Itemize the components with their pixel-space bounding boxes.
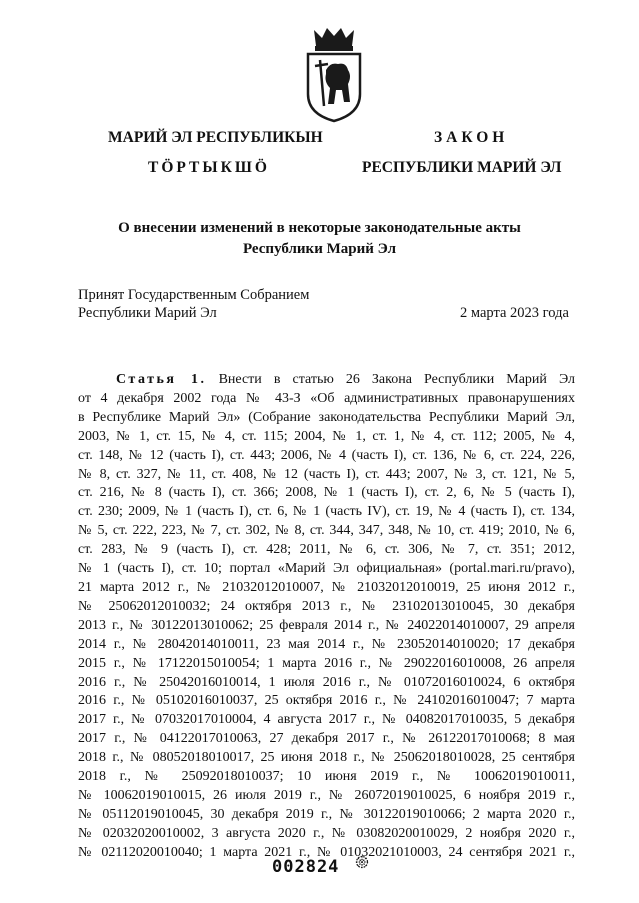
article-line: 2013 г., № 30122013010062; 25 февраля 2014 г., № 24022014010007, 29 апреля: [78, 617, 575, 633]
article-body: [78, 371, 575, 863]
document-title-line1: О внесении изменений в некоторые законодательные акты: [118, 220, 521, 236]
article-line: ст. 216, № 8 (часть I), ст. 366; 2008, № 1 (часть I), ст. 2, 6, № 5 (часть I),: [78, 485, 575, 501]
form-serial-number: 002824: [272, 857, 340, 877]
article-line: 2016 г., № 05102016010037, 25 октября 2016 г., № 24102016010047; 7 марта: [78, 693, 575, 709]
article-line: 21 марта 2012 г., № 21032012010007, № 21032012010019, 25 июня 2012 г.,: [78, 579, 575, 595]
article-line: № 02032020010002, 3 августа 2020 г., № 03082020010029, 2 ноября 2020 г.,: [78, 825, 575, 841]
article-line: ст. 148, № 12 (часть I), ст. 443; 2006, № 4 (часть I), ст. 136, № 6, ст. 224, 226,: [78, 447, 575, 463]
document-title-line2: Республики Марий Эл: [242, 241, 397, 257]
article-line: ст. 283, № 9 (часть I), ст. 428; 2011, № 6, ст. 306, № 7, ст. 351; 2012,: [78, 542, 575, 558]
header-right-line2: РЕСПУБЛИКИ МАРИЙ ЭЛ: [362, 159, 562, 176]
article-line: 2018 г., № 08052018010017, 25 июня 2018 г., № 25062018010028, 25 сентября: [78, 750, 575, 766]
adoption-line1: Принят Государственным Собранием: [78, 287, 310, 303]
header-right-line1: ЗАКОН: [434, 129, 509, 146]
article-line: 2014 г., № 28042014010011, 23 мая 2014 г., № 23052014010020; 17 декабря: [78, 636, 575, 652]
article-line: от 4 декабря 2002 года № 43-З «Об административных правонарушениях: [78, 390, 575, 406]
article-line: 2018 г., № 25092018010037; 10 июня 2019 г., № 10062019010011,: [78, 769, 575, 785]
article-line: ст. 230; 2009, № 1 (часть I), ст. 6, № 1 (часть IV), ст. 19, № 4 (часть I), ст. 134,: [78, 504, 575, 520]
article-first-line: [78, 371, 575, 390]
header-left-line2: ТӦРТЫКШӦ: [148, 159, 270, 176]
article-line: 2017 г., № 07032017010004, 4 августа 2017 г., № 04082017010035, 5 декабря: [78, 712, 575, 728]
article-line: № 05112019010045, 30 декабря 2019 г., № 30122019010066; 2 марта 2020 г.,: [78, 806, 575, 822]
article-line: № 5, ст. 222, 223, № 7, ст. 302, № 8, ст. 344, 347, 348, № 10, ст. 419; 2010, № 6,: [78, 523, 575, 539]
article-line: № 10062019010015, 26 июля 2019 г., № 26072019010025, 6 ноября 2019 г.,: [78, 787, 575, 803]
article-line: 2017 г., № 04122017010063, 27 декабря 2017 г., № 26122017010068; 8 мая: [78, 731, 575, 747]
article-line: № 8, ст. 327, № 11, ст. 408, № 12 (часть I), ст. 443; 2007, № 3, ст. 121, № 5,: [78, 466, 575, 482]
header-left-line1: МАРИЙ ЭЛ РЕСПУБЛИКЫН: [108, 129, 323, 146]
article-line: № 25062012010032; 24 октября 2013 г., № 23102013010045, 30 декабря: [78, 598, 575, 614]
article-label: Статья 1.: [116, 372, 207, 387]
article-line: № 02112020010040; 1 марта 2021 г., № 01032021010003, 24 сентября 2021 г.,: [78, 844, 575, 860]
article-line: 2003, № 1, ст. 15, № 4, ст. 115; 2004, № 1, ст. 1, № 4, ст. 112; 2005, № 4,: [78, 428, 575, 444]
article-line: 2016 г., № 25042016010014, 1 июля 2016 г., № 01072016010024, 6 октября: [78, 674, 575, 690]
article-line: № 1 (часть I), ст. 10; портал «Марий Эл официальная» (portal.mari.ru/pravo),: [78, 561, 575, 577]
article-line: 2015 г., № 17122015010054; 1 марта 2016 г., № 29022016010008, 26 апреля: [78, 655, 575, 671]
coat-of-arms-icon: [300, 24, 368, 124]
sun-ornament-icon: [355, 855, 369, 874]
adoption-line2: Республики Марий Эл: [78, 305, 217, 321]
document-title: [0, 218, 639, 260]
article-first-line-text: Внести в статью 26 Закона Республики Марий Эл: [218, 372, 576, 387]
adoption-date: 2 марта 2023 года: [460, 305, 569, 321]
article-line: в Республике Марий Эл» (Собрание законодательства Республики Марий Эл,: [78, 409, 575, 425]
